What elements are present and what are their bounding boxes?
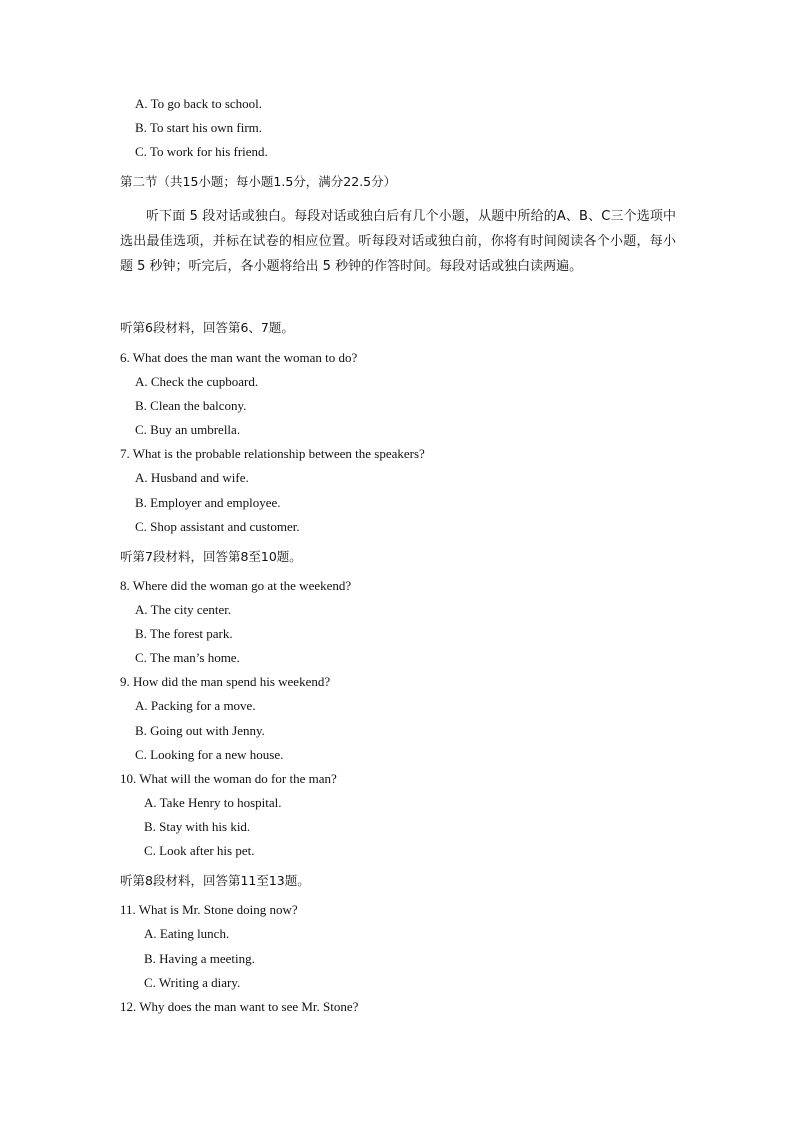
question-11: 11. What is Mr. Stone doing now?	[120, 902, 298, 917]
option-6-c: C. Buy an umbrella.	[135, 422, 241, 437]
option-10-b: B. Stay with his kid.	[144, 819, 251, 834]
instructions-paragraph: 听下面 5 段对话或独白。每段对话或独白后有几个小题，从题中所给的A、B、C三个选项中选出最佳选项，并标在试卷的相应位置。听每段对话或独白前，你将有时间阅读各个小题，每小题 5 秒钟；听完后，各小题将给出 5 秒钟的作答时间。每段对话或独白读两遍。	[120, 209, 676, 274]
question-10: 10. What will the woman do for the man?	[120, 771, 337, 786]
option-9-a: A. Packing for a move.	[135, 698, 256, 713]
option-top-c: C. To work for his friend.	[135, 144, 268, 159]
question-12: 12. Why does the man want to see Mr. Stone?	[120, 999, 359, 1014]
option-7-a: A. Husband and wife.	[135, 470, 249, 485]
option-11-c: C. Writing a diary.	[144, 975, 241, 990]
option-9-b: B. Going out with Jenny.	[135, 723, 265, 738]
group-intro-6: 听第6段材料，回答第6、7题。	[120, 320, 294, 335]
option-7-b: B. Employer and employee.	[135, 495, 281, 510]
option-8-c: C. The man’s home.	[135, 650, 240, 665]
option-11-a: A. Eating lunch.	[144, 926, 230, 941]
option-11-b: B. Having a meeting.	[144, 951, 255, 966]
question-7: 7. What is the probable relationship between the speakers?	[120, 446, 425, 461]
question-8: 8. Where did the woman go at the weekend?	[120, 578, 352, 593]
group-intro-8: 听第8段材料，回答第11至13题。	[120, 873, 310, 888]
option-top-b: B. To start his own firm.	[135, 120, 263, 135]
question-6: 6. What does the man want the woman to do?	[120, 350, 358, 365]
option-10-a: A. Take Henry to hospital.	[144, 795, 282, 810]
option-8-b: B. The forest park.	[135, 626, 233, 641]
option-8-a: A. The city center.	[135, 602, 232, 617]
group-intro-7: 听第7段材料，回答第8至10题。	[120, 549, 302, 564]
option-9-c: C. Looking for a new house.	[135, 747, 284, 762]
option-6-b: B. Clean the balcony.	[135, 398, 247, 413]
section-heading: 第二节（共15小题；每小题1.5分，满分22.5分）	[120, 174, 397, 189]
option-6-a: A. Check the cupboard.	[135, 374, 259, 389]
option-10-c: C. Look after his pet.	[144, 843, 255, 858]
question-9: 9. How did the man spend his weekend?	[120, 674, 331, 689]
option-top-a: A. To go back to school.	[135, 96, 263, 111]
option-7-c: C. Shop assistant and customer.	[135, 519, 300, 534]
